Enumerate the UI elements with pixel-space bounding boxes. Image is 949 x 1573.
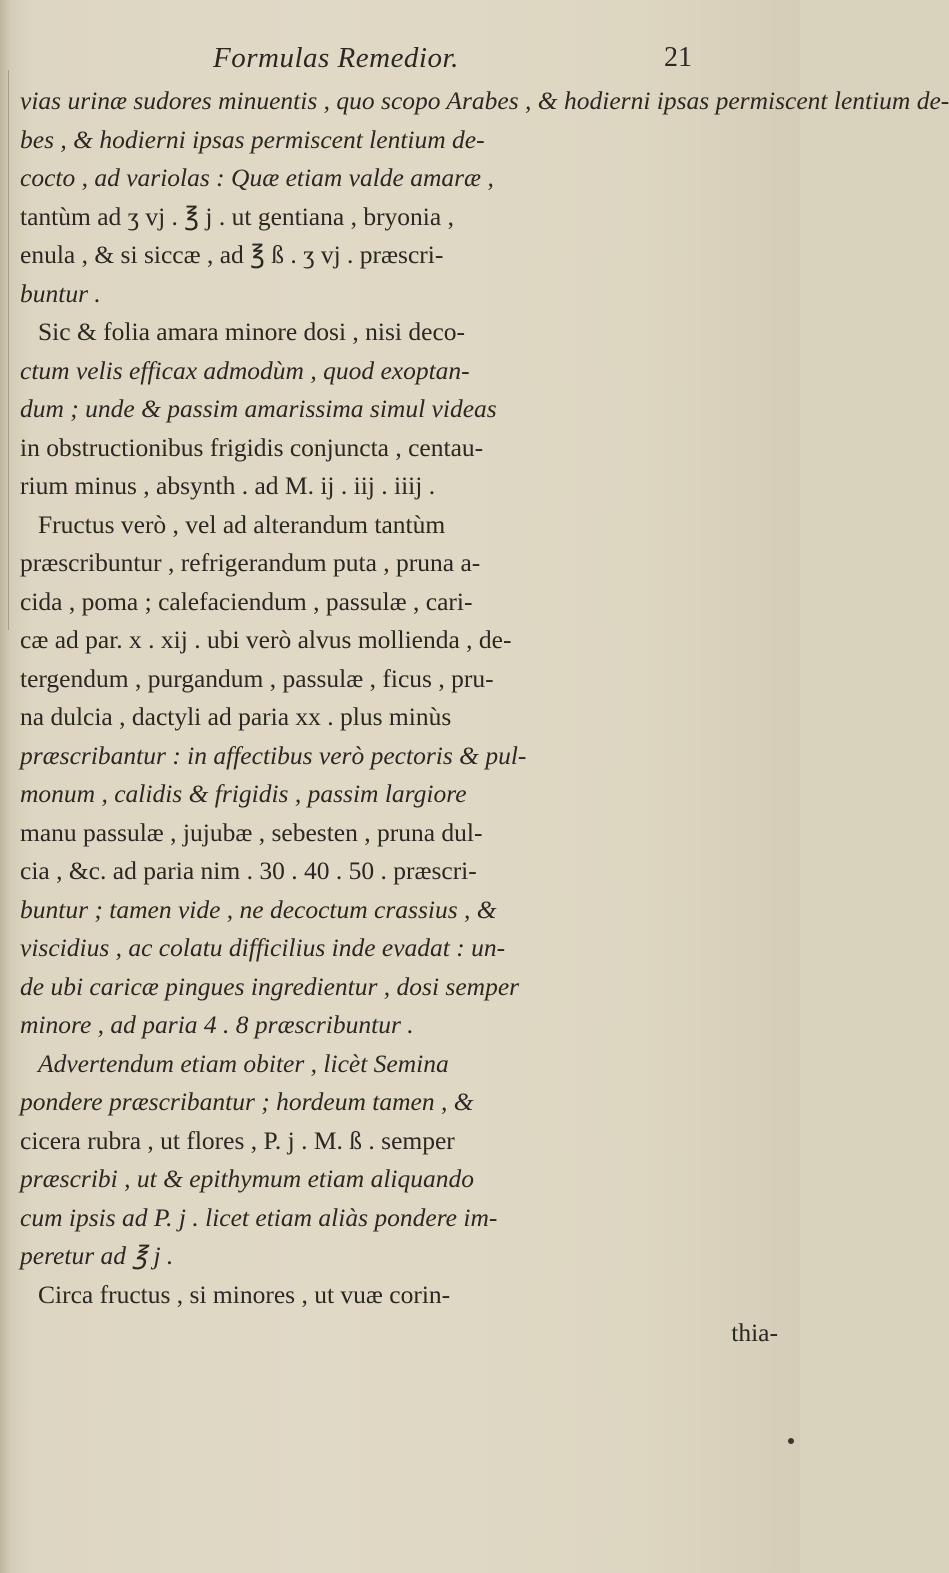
line-text: Sic & folia amara minore dosi , nisi deco- xyxy=(38,317,466,346)
text-line xyxy=(20,929,790,968)
text-line xyxy=(20,121,790,160)
text-line xyxy=(20,698,790,737)
text-line xyxy=(20,1199,790,1238)
line-text: minore , ad paria 4 . 8 præscribuntur . xyxy=(20,1010,414,1039)
text-line xyxy=(20,737,790,776)
text-line xyxy=(20,1006,790,1045)
text-line xyxy=(20,1083,790,1122)
line-text: vias urinæ sudores minuentis , quo scopo Arabes , & hodierni ipsas permiscent lentium de- xyxy=(20,86,949,115)
catchword-text: thia- xyxy=(731,1318,778,1347)
text-line xyxy=(20,429,790,468)
catchword xyxy=(20,1314,790,1353)
line-text: ctum velis efficax admodùm , quod exoptan- xyxy=(20,355,470,385)
text-line xyxy=(20,1045,790,1084)
text-line xyxy=(20,621,790,660)
text-line xyxy=(20,467,790,506)
line-text: monum , calidis & frigidis , passim largiore xyxy=(20,779,467,808)
line-text: buntur ; tamen vide , ne decoctum crassius , & xyxy=(20,894,497,924)
line-text: manu passulæ , jujubæ , sebesten , pruna dul- xyxy=(20,817,483,847)
text-line xyxy=(20,814,790,853)
text-line xyxy=(20,352,790,391)
text-line xyxy=(20,1237,790,1276)
text-line xyxy=(20,1276,790,1315)
page-number: 21 xyxy=(664,42,692,73)
text-line xyxy=(20,852,790,891)
body-text xyxy=(20,82,949,1353)
text-line xyxy=(20,1160,790,1199)
text-line xyxy=(20,390,790,429)
gutter-rule xyxy=(8,70,9,630)
line-text: cæ ad par. x . xij . ubi verò alvus mollienda , de- xyxy=(20,625,512,654)
text-line xyxy=(20,82,949,121)
line-text: enula , & si siccæ , ad ℥ ß . ʒ vj . præscri- xyxy=(20,240,444,269)
line-text: Circa fructus , si minores , ut vuæ corin- xyxy=(38,1279,451,1309)
text-line xyxy=(20,506,790,545)
line-text: peretur ad ℥ j . xyxy=(20,1241,174,1270)
line-text: cocto , ad variolas : Quæ etiam valde amaræ , xyxy=(20,163,494,192)
line-text: in obstructionibus frigidis conjuncta , centau- xyxy=(20,432,484,462)
line-text: cida , poma ; calefaciendum , passulæ , cari- xyxy=(20,586,473,616)
line-text: cum ipsis ad P. j . licet etiam aliàs pondere im- xyxy=(20,1202,498,1232)
text-line xyxy=(20,660,790,699)
text-line xyxy=(20,198,790,237)
text-line xyxy=(20,159,790,198)
text-line xyxy=(20,891,790,930)
line-text: cicera rubra , ut flores , P. j . M. ß . semper xyxy=(20,1125,455,1155)
text-line xyxy=(20,968,790,1007)
line-text: præscribi , ut & epithymum etiam aliquando xyxy=(20,1164,475,1193)
text-line xyxy=(20,775,790,814)
line-text: cia , &c. ad paria nim . 30 . 40 . 50 . præscri- xyxy=(20,856,477,885)
page-header xyxy=(213,42,763,82)
line-text: Advertendum etiam obiter , licèt Semina xyxy=(38,1048,449,1078)
line-text: de ubi caricæ pingues ingredientur , dosi semper xyxy=(20,971,520,1001)
line-text: tergendum , purgandum , passulæ , ficus , pru- xyxy=(20,663,494,693)
text-line xyxy=(20,313,790,352)
line-text: Fructus verò , vel ad alterandum tantùm xyxy=(38,509,446,539)
text-line xyxy=(20,275,790,314)
line-text: bes , & hodierni ipsas permiscent lentium de- xyxy=(20,124,485,154)
text-line xyxy=(20,544,790,583)
text-line xyxy=(20,236,790,275)
line-text: viscidius , ac colatu difficilius inde evadat : un- xyxy=(20,933,506,962)
line-text: tantùm ad ʒ vj . ℥ j . ut gentiana , bryonia , xyxy=(20,201,454,231)
line-text: præscribuntur , refrigerandum puta , pruna a- xyxy=(20,548,481,577)
running-head: Formulas Remedior. xyxy=(213,42,459,74)
line-text: præscribantur : in affectibus verò pectoris & pul- xyxy=(20,740,527,770)
text-line xyxy=(20,1122,790,1161)
line-text: dum ; unde & passim amarissima simul videas xyxy=(20,394,497,423)
text-line xyxy=(20,583,790,622)
line-text: pondere præscribantur ; hordeum tamen , & xyxy=(20,1087,474,1116)
line-text: buntur . xyxy=(20,278,101,308)
ink-speck xyxy=(788,1438,794,1444)
line-text: na dulcia , dactyli ad paria xx . plus minùs xyxy=(20,702,452,731)
line-text: rium minus , absynth . ad M. ij . iij . iiij . xyxy=(20,471,436,500)
